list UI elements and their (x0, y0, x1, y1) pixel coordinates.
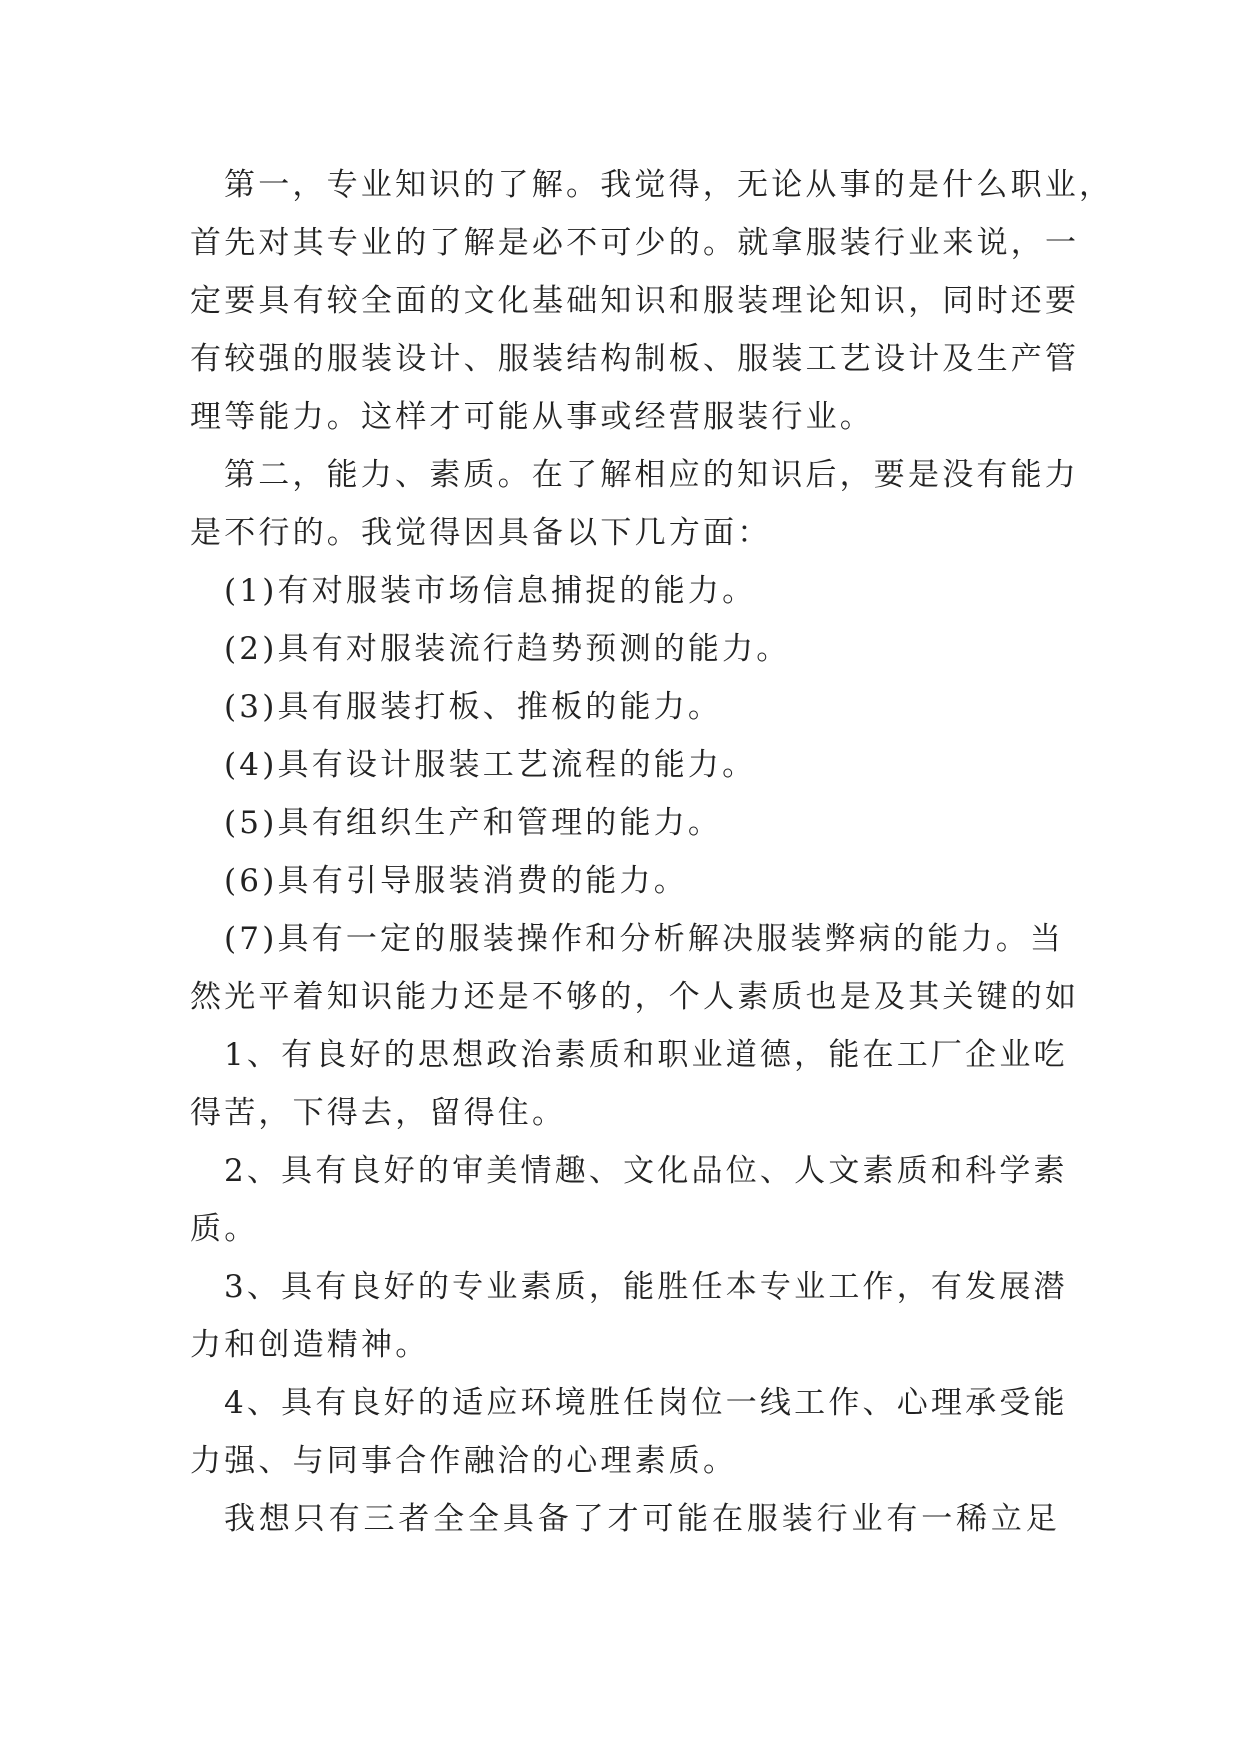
list-item-7-line-2: 然光平着知识能力还是不够的，个人素质也是及其关键的如 (190, 979, 1080, 1015)
list-item-3: (3)具有服装打板、推板的能力。 (224, 689, 723, 725)
quality-item-1-line-2: 得苦，下得去，留得住。 (190, 1095, 567, 1131)
quality-item-2-line-1: 2、具有良好的审美情趣、文化品位、人文素质和科学素 (224, 1153, 1068, 1189)
list-item-1: (1)有对服装市场信息捕捉的能力。 (224, 573, 757, 609)
paragraph-1-line-1: 第一，专业知识的了解。我觉得，无论从事的是什么职业， (224, 167, 1114, 203)
quality-item-2-line-2: 质。 (190, 1211, 259, 1247)
paragraph-1-line-5: 理等能力。这样才可能从事或经营服装行业。 (190, 399, 874, 435)
paragraph-1-line-4: 有较强的服装设计、服装结构制板、服装工艺设计及生产管 (190, 341, 1080, 377)
list-item-4: (4)具有设计服装工艺流程的能力。 (224, 747, 757, 783)
paragraph-2-line-2: 是不行的。我觉得因具备以下几方面： (190, 515, 772, 551)
quality-item-4-line-1: 4、具有良好的适应环境胜任岗位一线工作、心理承受能 (224, 1385, 1068, 1421)
list-item-6: (6)具有引导服装消费的能力。 (224, 863, 688, 899)
quality-item-4-line-2: 力强、与同事合作融洽的心理素质。 (190, 1443, 738, 1479)
paragraph-1-line-3: 定要具有较全面的文化基础知识和服装理论知识，同时还要 (190, 283, 1080, 319)
paragraph-2-line-1: 第二，能力、素质。在了解相应的知识后，要是没有能力 (224, 457, 1079, 493)
quality-item-3-line-1: 3、具有良好的专业素质，能胜任本专业工作，有发展潜 (224, 1269, 1068, 1305)
quality-item-3-line-2: 力和创造精神。 (190, 1327, 430, 1363)
list-item-5: (5)具有组织生产和管理的能力。 (224, 805, 723, 841)
conclusion-line-1: 我想只有三者全全具备了才可能在服装行业有一稀立足 (224, 1501, 1060, 1537)
list-item-2: (2)具有对服装流行趋势预测的能力。 (224, 631, 791, 667)
paragraph-1-line-2: 首先对其专业的了解是必不可少的。就拿服装行业来说，一 (190, 225, 1080, 261)
quality-item-1-line-1: 1、有良好的思想政治素质和职业道德，能在工厂企业吃 (224, 1037, 1068, 1073)
list-item-7-line-1: (7)具有一定的服装操作和分析解决服装弊病的能力。当 (224, 921, 1065, 957)
